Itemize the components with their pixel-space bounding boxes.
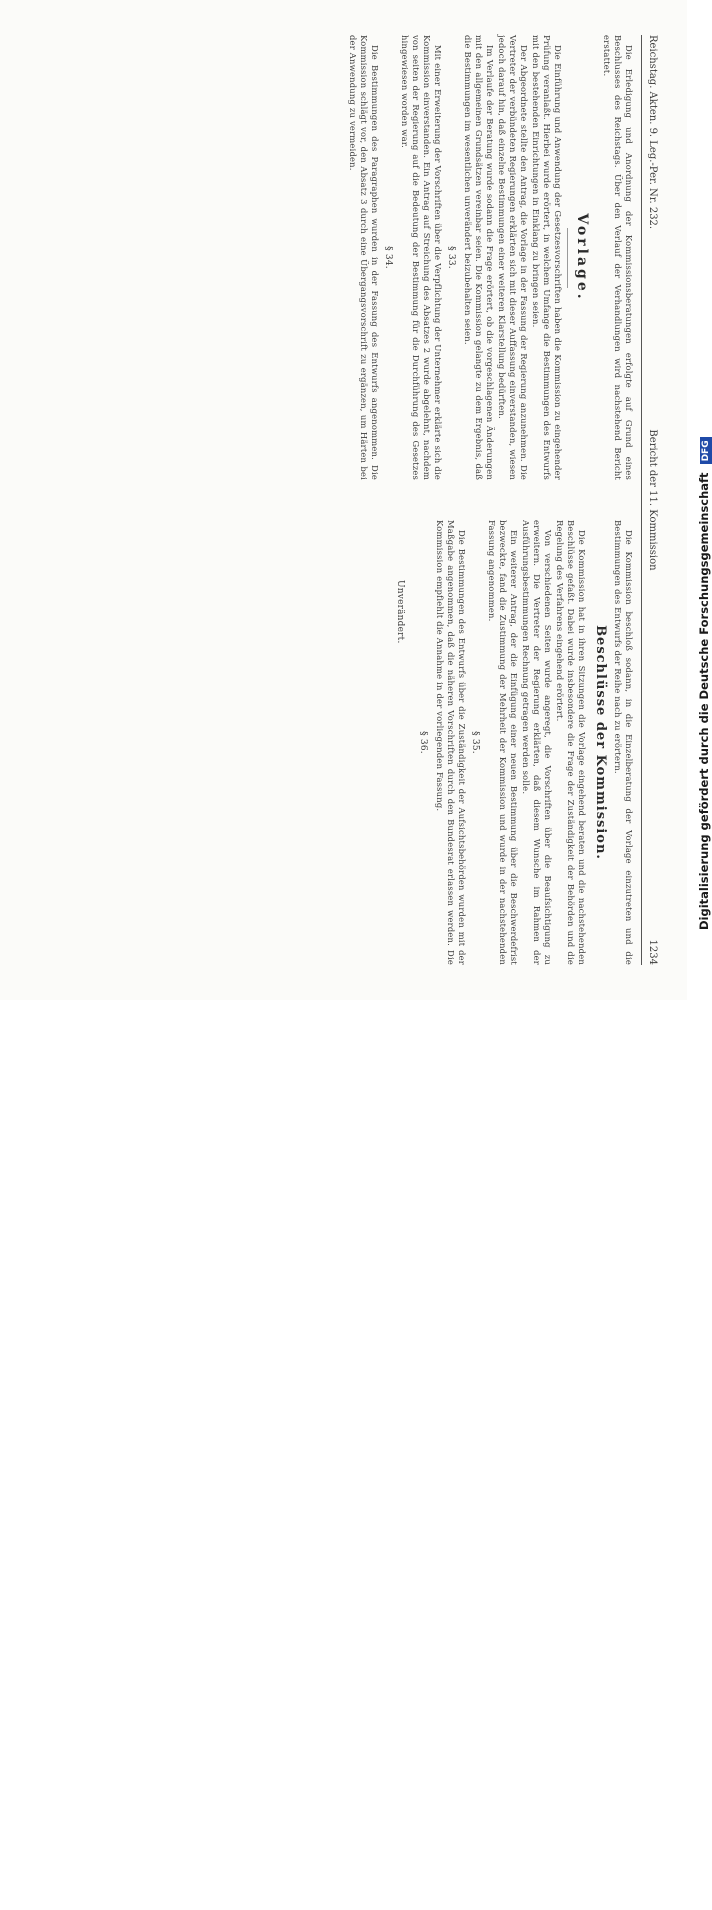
left-paragraph: Der Abgeordnete stellte den Antrag, die Vorlage in der Fassung der Regierung anzunehmen. Die Vertreter der verbündeten Regierungen erklärten sich mit dieser Auffassung einverstanden, wiesen jedoch darauf hin, daß einzelne Bestimmungen einer weiteren Klarstellung bedürften. [496,35,529,480]
page-header [642,35,658,965]
right-paragraph: Von verschiedenen Seiten wurde angeregt, die Vorschriften über die Beaufsichtigung zu erweitern. Die Vertreter der Regierung erklärten, daß diesem Wunsche im Rahmen der Ausführungsbestimmungen Rechnung getragen werden solle. [520,520,553,965]
section-title: Vorlage. [573,213,590,302]
left-intro: Die Erledigung und Anordnung der Kommissionsberatungen erfolgte auf Grund eines Beschlusses des Reichstags. Über den Verlauf der Verhandlungen wird nachstehend Bericht erstattet. [601,35,634,480]
section-text: Mit einer Erweiterung der Vorschriften über die Verpflichtung der Unternehmer erklärte sich die Kommission einverstanden. Ein Antrag auf Streichung des Absatzes 2 wurde abgelehnt, nachdem von seiten der Regierung auf die Bedeutung der Bestimmung für die Durchführung des Gesetzes hingewiesen worden war. [399,35,443,480]
signature-line: Unverändert. [394,580,405,644]
right-column [394,520,634,965]
left-paragraph: Im Verlaufe der Beratung wurde sodann die Frage erörtert, ob die vorgeschlagenen Änderungen mit den allgemeinen Grundsätzen vereinbar seien. Die Kommission gelangte zu dem Ergebnis, daß die Bestimmungen im wesentlichen unverändert beizubehalten seien. [462,35,495,480]
section-text: Die Bestimmungen des Paragraphen wurden in der Fassung des Entwurfs angenommen. Die Kommission schlägt vor, den Absatz 3 durch eine Übergangsvorschrift zu ergänzen, um Härten bei der Anwendung zu vermeiden. [347,35,380,480]
right-intro: Die Kommission beschloß sodann, in die Einzelberatung der Vorlage einzutreten und die Bestimmungen des Entwurfs der Reihe nach zu erörtern. [612,520,634,965]
header-left: Reichstag. Akten. 9. Leg.-Per. Nr. 232. [646,35,658,230]
dfg-banner-text [697,437,712,930]
section-number: § 34. [382,246,393,269]
right-paragraph: Ein weiterer Antrag, der die Einfügung einer neuen Bestimmung über die Beschwerdefrist bezweckte, fand die Zustimmung der Mehrheit der Kommission und wurde in der nachstehenden Fassung angenommen. [486,520,519,965]
section-text: Die Bestimmungen des Entwurfs über die Zuständigkeit der Aufsichtsbehörden wurden mit der Maßgabe angenommen, daß die näheren Vorschriften durch den Bundesrat erlassen werden. Die Kommission empfiehlt die Annahme in der vorliegenden Fassung. [434,520,467,965]
subtitle: Beschlüsse der Kommission. [592,625,608,860]
divider [567,228,568,288]
left-column [346,35,634,480]
section-number: § 35. [469,731,480,754]
dfg-logo-icon: DFG [700,437,712,464]
dfg-banner [687,440,711,1910]
right-paragraph: Die Kommission hat in ihren Sitzungen die Vorlage eingehend beraten und die nachstehenden Beschlüsse gefaßt. Dabei wurde insbesondere die Frage der Zuständigkeit der Behörden und die Regelung des Verfahrens eingehend erörtert. [554,520,587,965]
header-page-number-left: 1234 [646,939,658,965]
left-paragraph: Die Einführung und Anwendung der Gesetzesvorschriften haben die Kommission zu eingehender Prüfung veranlaßt. Hierbei wurde erörtert, in welchem Umfange die Bestimmungen des Entwurfs mit den bestehenden Einrichtungen in Einklang zu bringen seien. [530,35,563,480]
section-number: § 36. [417,731,428,754]
header-title: Bericht der 11. Kommission [646,429,658,571]
banner-text: Digitalisierung gefördert durch die Deutsche Forschungsgemeinschaft [697,472,711,930]
header-rule [641,35,642,965]
section-number: § 33. [445,246,456,269]
rotated-spread [24,35,664,965]
